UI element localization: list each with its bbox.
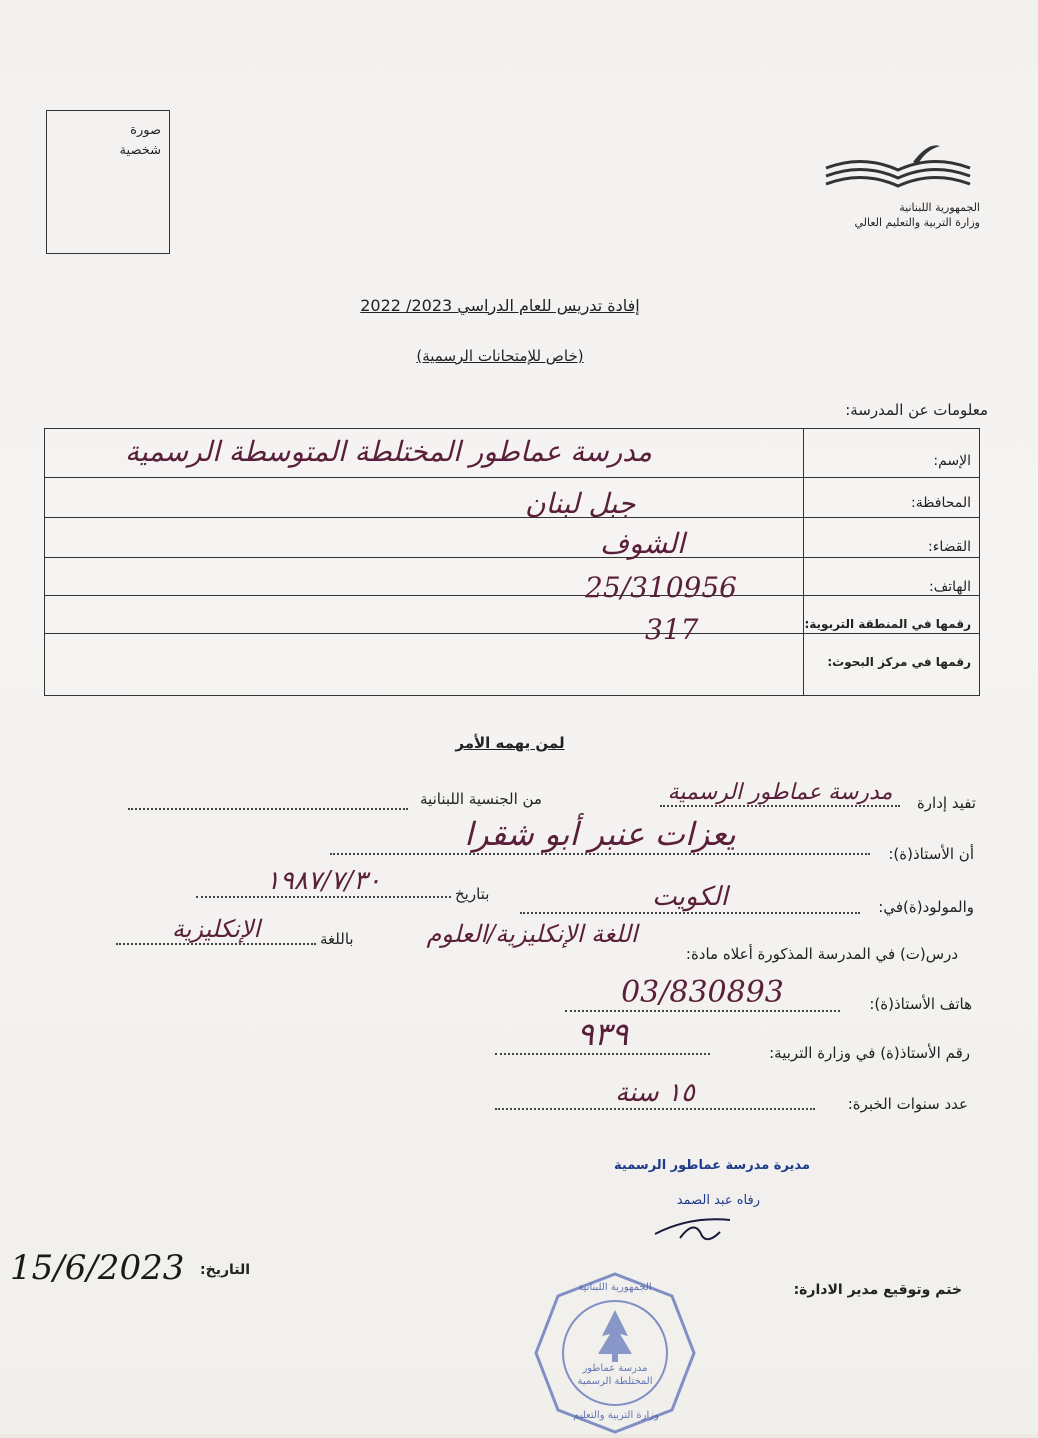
republic-text: الجمهورية اللبنانية [899,201,980,214]
line-birthplace-hand: الكويت [520,882,860,914]
table-row-district [45,517,979,558]
line-language-hand: الإنكليزية [116,915,316,945]
label-phone: الهاتف: [929,579,971,595]
line-subject-hand: اللغة الإنكليزية/العلوم [426,920,638,948]
stamp-top-text: الجمهورية اللبنانية [578,1282,652,1293]
line-birthdate-hand: ١٩٨٧/٧/٣٠ [196,866,451,898]
letter-heading: لمن يهمه الأمر [455,734,565,752]
signature-name: رفاه عبد الصمد [676,1193,760,1208]
table-row-name [45,429,979,478]
value-phone: 25/310956 [585,571,737,604]
line-subject-pre: درس(ت) في المدرسة المذكورة أعلاه مادة: [685,945,958,963]
school-info-table [44,428,980,696]
line-ministry-number-pre: رقم الأستاذ(ة) في وزارة التربية: [769,1044,970,1062]
line-nationality-dots [128,790,408,810]
handwritten-signature-icon [650,1210,740,1246]
line-birthplace-pre: والمولود(ة)في: [878,898,974,916]
line-teacher-pre: أن الأستاذ(ة): [888,845,974,863]
label-governorate: المحافظة: [911,495,971,511]
date-label: التاريخ: [200,1262,251,1278]
line-phone-pre: هاتف الأستاذ(ة): [869,995,972,1013]
photo-label-line2: شخصية [119,143,161,159]
value-district: الشوف [600,527,685,560]
stamp-bottom-text: وزارة التربية والتعليم [573,1410,659,1421]
value-name: مدرسة عماطور المختلطة المتوسطة الرسمية [125,435,652,468]
line-teacher-hand: يعزات عنبر أبو شقرا [330,815,870,855]
stamp-label: ختم وتوقيع مدير الادارة: [793,1282,962,1298]
line-school-hand: مدرسة عماطور الرسمية [660,780,900,807]
ministry-header [800,200,980,231]
label-name: الإسم: [933,453,971,469]
line-experience-pre: عدد سنوات الخبرة: [847,1095,968,1113]
line-school-pre: تفيد إدارة [916,794,976,812]
ministry-text: وزارة التربية والتعليم العالي [854,216,980,230]
photo-label-line1: صورة [130,123,161,138]
document-title: إفادة تدريس للعام الدراسي 2023/ 2022 [360,296,640,315]
label-research-number: رقمها في مركز البحوث: [827,655,971,669]
photo-box [46,110,170,254]
document-subtitle: (خاص للإمتحانات الرسمية) [416,347,584,365]
line-phone-hand: 03/830893 [565,975,840,1012]
signature-title: مديرة مدرسة عماطور الرسمية [614,1158,810,1173]
ministry-book-logo-icon [818,140,978,198]
table-row-research-number [45,633,979,671]
label-region-number: رقمها في المنطقة التربوية: [804,617,971,631]
table-row-phone [45,557,979,604]
label-district: القضاء: [928,539,971,555]
line-experience-hand: ١٥ سنة [495,1078,815,1110]
photo-label [120,121,161,161]
value-governorate: جبل لبنان [525,487,636,520]
line-nationality: من الجنسية اللبنانية [420,790,542,808]
line-ministry-number-hand: ٩٣٩ [495,1015,710,1055]
school-info-heading: معلومات عن المدرسة: [845,401,988,419]
date-value: 15/6/2023 [10,1248,185,1288]
value-region-number: 317 [645,613,699,646]
line-language-label: باللغة [320,930,354,948]
table-row-region-number [45,595,979,646]
line-birthdate-label: بتاريخ [455,885,490,903]
stamp-center-text: مدرسة عماطور المختلطة الرسمية [577,1363,653,1387]
table-row-governorate [45,477,979,518]
